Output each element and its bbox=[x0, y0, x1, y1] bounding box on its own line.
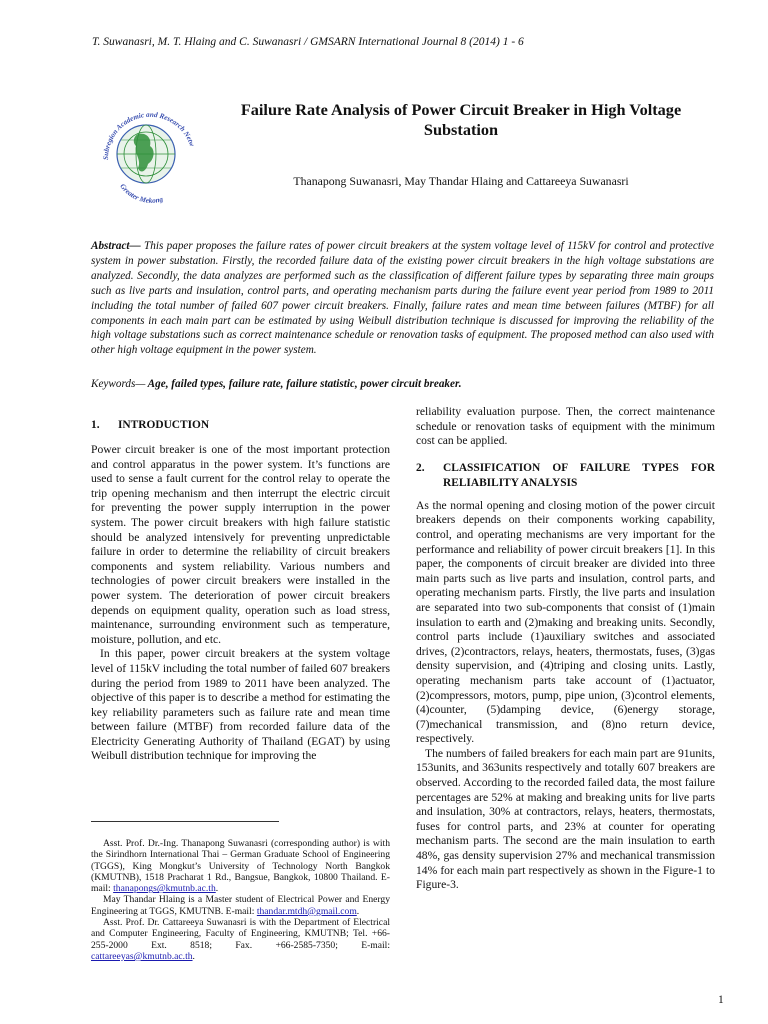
page-number: 1 bbox=[718, 994, 724, 1006]
footnote-text: Asst. Prof. Dr. Cattareeya Suwanasri is with the Department of Electrical and Computer Engineering, Faculty of Engineering, KMUTNB; Tel. +66-255-2000 Ext. 8518; Fax. +66-2585-7350; E-mail: bbox=[91, 917, 390, 951]
abstract-label: Abstract— bbox=[91, 240, 141, 252]
section-number: 1. bbox=[91, 419, 100, 431]
keywords bbox=[91, 378, 714, 390]
abstract bbox=[91, 239, 714, 358]
footnote-text: Asst. Prof. Dr.-Ing. Thanapong Suwanasri (corresponding author) is with the Sirindhorn International Thai – German Graduate School of Engineering (TGGS), King Mongkut’s University of Technology North Bangkok (KMUTNB), 1518 Pracharat 1 Rd., Bangsue, Bangkok, 10800 Thailand. E-mail: bbox=[91, 838, 390, 895]
keywords-label: Keywords— bbox=[91, 378, 146, 390]
footnote-end: . bbox=[192, 950, 195, 962]
gmsarn-logo bbox=[90, 98, 208, 206]
footnote bbox=[91, 894, 390, 917]
footnote bbox=[91, 917, 390, 962]
email-link[interactable]: thanapongs@kmutnb.ac.th bbox=[113, 883, 216, 895]
body-paragraph: As the normal opening and closing motion of the power circuit breakers depends on their components working capability, control, and operating mechanisms are very important for the performance and reliability of power circuit breakers [1]. In this paper, the components of circuit breaker are divided into three main parts such as live parts and insulation, control parts, and operating mechanism parts. Firstly, the live parts and insulation are separated into two sub-components that consist of (1)main insulation to earth and (2)making and breaking units. Secondly, control parts include (1)auxiliary switches and associated drives, (2)contractors, relays, heaters, thermostats, fuses, (3)gas density supervision, and (4)triping and closing units. Lastly, operating mechanism parts take account of (1)actuator, (2)compressors, motors, pump, pipe union, (3)control elements, (4)counter, (5)damping device, (6)energy storage, (7)mechanical transmission, and (8)no return device, respectively. bbox=[416, 498, 715, 746]
abstract-text: This paper proposes the failure rates of power circuit breakers at the system voltage level of 115kV for control and protective system in power substation. Firstly, the recorded failure data of the existing power circuit breakers in the high voltage substations are analyzed. Secondly, the data analyzes are performed such as the classification of different failure types by separating three main groups such as live parts and insulation, control parts, and operating mechanism parts during the failure event year period from 1989 to 2011 including the total number of failed 607 power circuit breakers. Finally, failure rates and mean time between failures (MTBF) for all components in each main part can be estimated by using Weibull distribution technique is discussed for improving the reliability of the high voltage substations such as correct maintenance schedule or renovation tasks of equipment. The proposed method can also used with other high voltage equipment in the power system. bbox=[91, 240, 714, 357]
body-paragraph: The numbers of failed breakers for each main part are 91units, 153units, and 363units respectively and totally 607 breakers are observed. According to the recorded failed data, the most failure percentages are 52% at making and breaking units for live parts and insulation, 30% at contractors, relays, heaters, thermostats, fuses for control parts, and 23% at counter for operating mechanism parts. The second are the main insulation to earth 48%, gas density supervision 27% and mechanical transmission 14% for each main part respectively as shown in the Figure-1 to Figure-3. bbox=[416, 746, 715, 892]
section-title: INTRODUCTION bbox=[118, 419, 210, 431]
logo-bottom-text: Greater Mekong bbox=[118, 182, 164, 205]
email-link[interactable]: thandar.mtdh@gmail.com bbox=[256, 905, 357, 917]
footnote-end: . bbox=[356, 905, 360, 917]
body-paragraph: In this paper, power circuit breakers at the system voltage level of 115kV including the total number of failed 607 breakers during the period from 1989 to 2011 have been analyzed. The objective of this paper is to describe a method for estimating the key reliability parameters such as failure rate and mean time between failure (MTBF) from recorded failure data of the Electricity Generating Authority of Thailand (EGAT) by using Weibull distribution technique for improving the bbox=[91, 647, 390, 763]
left-column bbox=[91, 418, 390, 764]
footnote bbox=[91, 838, 390, 894]
section-heading-classification bbox=[416, 461, 715, 491]
email-link[interactable]: cattareeyas@kmutnb.ac.th bbox=[91, 950, 193, 962]
paper-title: Failure Rate Analysis of Power Circuit Breaker in High Voltage Substation bbox=[240, 100, 682, 139]
footnotes bbox=[91, 838, 390, 962]
running-head: T. Suwanasri, M. T. Hlaing and C. Suwanasri / GMSARN International Journal 8 (2014) 1 - 6 bbox=[92, 36, 524, 48]
section-heading-introduction bbox=[91, 418, 390, 433]
keywords-text: Age, failed types, failure rate, failure statistic, power circuit breaker. bbox=[145, 378, 462, 390]
body-paragraph: Power circuit breaker is one of the most important protection and control apparatus in the power system. It’s functions are used to sense a fault current for the control relay to operate the trip opening mechanism and then interrupt the electric circuit for preventing the power supply interruption in the power system. The power circuit breakers with high failure statistic should be analyzed intensively for preventing unpredictable failure in order to determine the reliability of circuit breakers components and system reliability. Various numbers and technologies of power circuit breakers were installed in the power system. The deterioration of power circuit breakers depends on equipment quality, operation such as load stress, maintenance, surrounding environment such as temperature, moisture, pollution, and etc. bbox=[91, 443, 390, 646]
footnote-rule bbox=[91, 821, 279, 822]
section-title: CLASSIFICATION OF FAILURE TYPES FOR RELIABILITY ANALYSIS bbox=[443, 461, 715, 489]
footnote-end: . bbox=[215, 883, 219, 895]
logo-top-text: Subregion Academic and Research Netw bbox=[101, 110, 196, 161]
svg-text:Greater Mekong bbox=[118, 182, 164, 205]
footnote-text: May Thandar Hlaing is a Master student of Electrical Power and Energy Engineering at TGGS, KMUTNB. E-mail: bbox=[91, 894, 390, 917]
author-list: Thanapong Suwanasri, May Thandar Hlaing and Cattareeya Suwanasri bbox=[293, 174, 629, 188]
body-paragraph: reliability evaluation purpose. Then, the correct maintenance schedule or renovation tasks of equipment with the minimum cost can be applied. bbox=[416, 405, 715, 448]
right-column bbox=[416, 405, 715, 893]
section-number: 2. bbox=[416, 461, 425, 474]
